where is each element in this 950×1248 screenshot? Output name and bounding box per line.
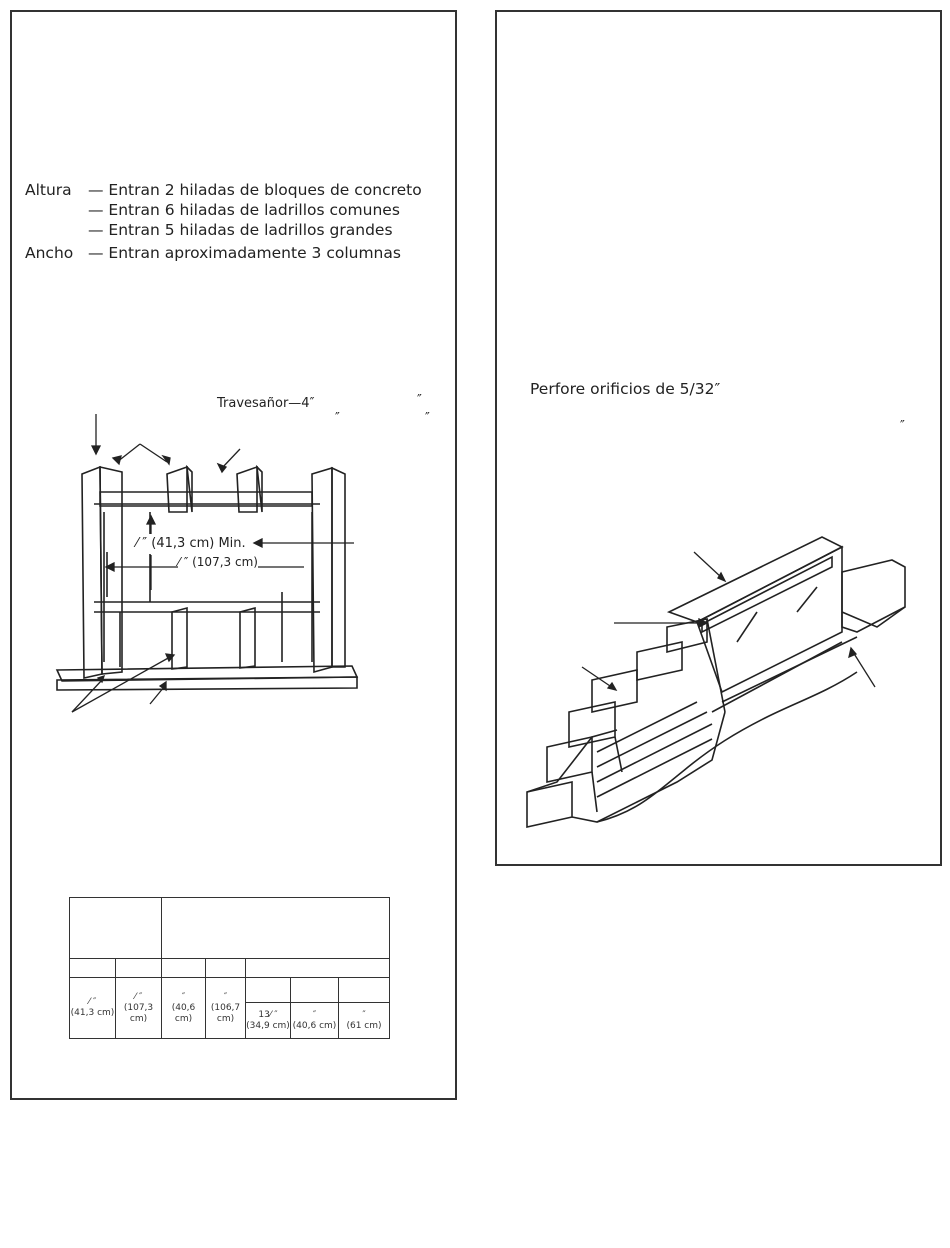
table-value: ″: [312, 1009, 317, 1020]
table-header-cell: [162, 898, 390, 959]
dim-width-label: ⁄ ″ (107,3 cm): [178, 552, 258, 572]
spec-label-ancho: Ancho: [25, 244, 74, 262]
table-cell: [70, 978, 116, 1039]
table-cell: [339, 978, 390, 1003]
table-value: ⁄ ″: [134, 991, 143, 1002]
spec-line-1: — Entran 2 hiladas de bloques de concreto: [88, 181, 422, 199]
table-cell: [206, 959, 246, 978]
spec-label-altura: Altura: [25, 181, 72, 199]
table-header-cell: [70, 898, 162, 959]
table-cell: [339, 1003, 390, 1039]
inch-mark-c: ″: [425, 411, 430, 426]
table-value: ⁄ ″: [88, 997, 97, 1007]
table-value-cm: (34,9 cm): [246, 1020, 290, 1031]
table-cell: [291, 978, 339, 1003]
table-value: ″: [223, 991, 228, 1002]
table-cell: [116, 959, 162, 978]
spec-line-3: — Entran 5 hiladas de ladrillos grandes: [88, 221, 393, 239]
table-value: ″: [181, 991, 186, 1002]
table-cell: [70, 959, 116, 978]
table-value-cm: (40,6 cm): [292, 1020, 337, 1031]
table-value-cm: (40,6 cm): [171, 1002, 196, 1024]
travesanor-label: Travesañor—4″: [217, 396, 315, 411]
table-value-cm: (107,3 cm): [123, 1002, 154, 1024]
table-cell: [162, 959, 206, 978]
table-cell: [116, 978, 162, 1039]
table-cell: [162, 978, 206, 1039]
table-cell: [246, 959, 390, 978]
inch-mark-right: ″: [900, 419, 905, 434]
table-value-cm: (61 cm): [346, 1020, 382, 1031]
table-cell: [246, 978, 291, 1003]
dimensions-table: [69, 897, 390, 1039]
table-value-cm: (41,3 cm): [70, 1008, 115, 1018]
left-panel: [10, 10, 457, 1100]
table-cell: [206, 978, 246, 1039]
table-cell: [246, 1003, 291, 1039]
inch-mark-b: ″: [335, 411, 340, 426]
drill-instruction: Perfore orificios de 5/32″: [530, 380, 721, 398]
table-value-cm: (106,7 cm): [210, 1002, 241, 1024]
table-value: ″: [362, 1009, 366, 1020]
spec-line-2: — Entran 6 hiladas de ladrillos comunes: [88, 201, 400, 219]
table-cell: [291, 1003, 339, 1039]
brick-wall-diagram: [497, 12, 944, 868]
spec-line-4: — Entran aproximadamente 3 columnas: [88, 244, 401, 262]
right-panel: [495, 10, 942, 866]
dim-height-label: ⁄ ″ (41,3 cm) Min.: [136, 534, 246, 554]
table-value: 13⁄ ″: [258, 1009, 278, 1020]
inch-mark-a: ″: [417, 393, 422, 408]
